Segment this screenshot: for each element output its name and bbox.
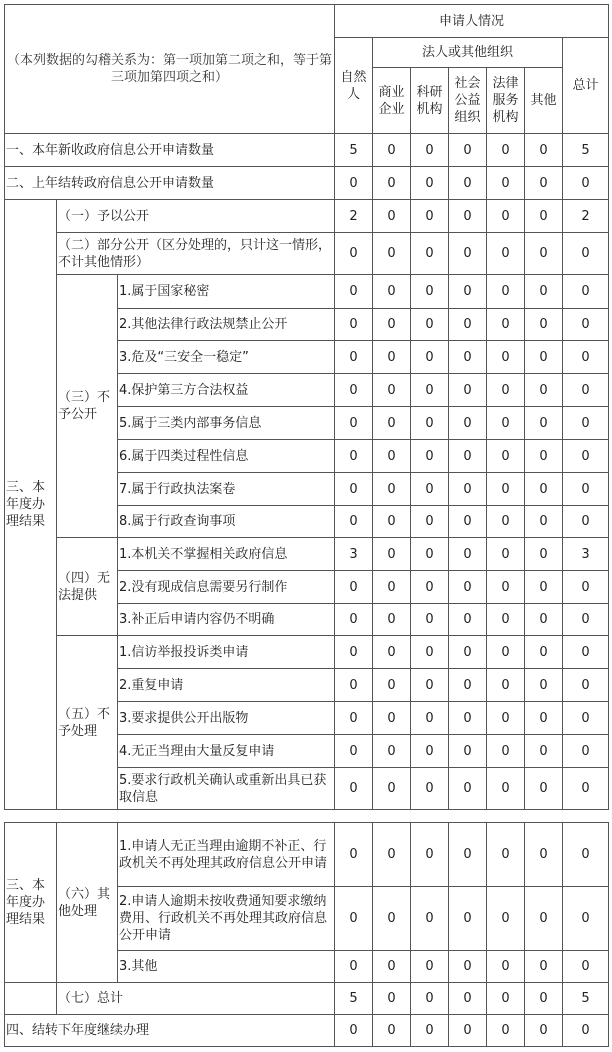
value-cell: 0: [335, 702, 373, 735]
value-cell: 5: [335, 983, 373, 1015]
value-cell: 0: [449, 951, 487, 983]
row-label-results: 三、本年度办理结果: [5, 200, 57, 810]
value-cell: 0: [335, 233, 373, 275]
value-cell: 0: [525, 823, 563, 887]
legal-service-header: 法律服务机构: [487, 68, 525, 134]
value-cell: 0: [563, 341, 609, 374]
item-label: 6.属于四类过程性信息: [118, 440, 335, 473]
value-cell: 0: [525, 407, 563, 440]
value-cell: 0: [411, 506, 449, 538]
value-cell: 0: [411, 1015, 449, 1047]
table-row: [5, 538, 609, 571]
value-cell: 0: [487, 951, 525, 983]
value-cell: 0: [563, 275, 609, 309]
value-cell: 0: [487, 506, 525, 538]
value-cell: 0: [487, 636, 525, 669]
value-cell: 0: [373, 735, 411, 768]
value-cell: 0: [525, 768, 563, 810]
value-cell: 0: [411, 636, 449, 669]
value-cell: 0: [487, 604, 525, 636]
value-cell: 0: [411, 538, 449, 571]
value-cell: 0: [373, 669, 411, 702]
value-cell: 0: [563, 768, 609, 810]
value-cell: 0: [335, 669, 373, 702]
item-label: 3.危及“三安全一稳定”: [118, 341, 335, 374]
value-cell: 0: [525, 1015, 563, 1047]
value-cell: 0: [525, 669, 563, 702]
value-cell: 0: [487, 275, 525, 309]
value-cell: 0: [373, 538, 411, 571]
value-cell: 0: [449, 735, 487, 768]
value-cell: 0: [487, 374, 525, 407]
value-cell: 0: [373, 951, 411, 983]
value-cell: 0: [411, 823, 449, 887]
value-cell: 0: [563, 951, 609, 983]
item-label: 2.重复申请: [118, 669, 335, 702]
value-cell: 0: [487, 200, 525, 233]
value-cell: 0: [411, 167, 449, 200]
row-label-carried: 二、上年结转政府信息公开申请数量: [5, 167, 335, 200]
value-cell: 0: [487, 735, 525, 768]
value-cell: 0: [449, 407, 487, 440]
value-cell: 0: [487, 473, 525, 506]
value-cell: 0: [373, 768, 411, 810]
item-label: 5.属于三类内部事务信息: [118, 407, 335, 440]
value-cell: 0: [525, 951, 563, 983]
value-cell: 0: [563, 636, 609, 669]
value-cell: 0: [373, 167, 411, 200]
value-cell: 3: [563, 538, 609, 571]
item-label: 4.无正当理由大量反复申请: [118, 735, 335, 768]
value-cell: 0: [525, 309, 563, 341]
value-cell: 3: [335, 538, 373, 571]
table-row: [5, 636, 609, 669]
value-cell: 0: [335, 604, 373, 636]
value-cell: 0: [335, 407, 373, 440]
value-cell: 0: [373, 233, 411, 275]
value-cell: 0: [411, 571, 449, 604]
item-label: 3.补正后申请内容仍不明确: [118, 604, 335, 636]
value-cell: 0: [449, 1015, 487, 1047]
value-cell: 0: [449, 134, 487, 167]
value-cell: 0: [373, 309, 411, 341]
value-cell: 0: [563, 407, 609, 440]
value-cell: 0: [525, 887, 563, 951]
value-cell: 0: [487, 983, 525, 1015]
value-cell: 0: [373, 887, 411, 951]
value-cell: 0: [335, 309, 373, 341]
value-cell: 0: [525, 604, 563, 636]
value-cell: 0: [373, 1015, 411, 1047]
value-cell: 0: [411, 983, 449, 1015]
table-row: [5, 167, 609, 200]
value-cell: 0: [335, 735, 373, 768]
value-cell: 0: [487, 134, 525, 167]
item-label: 8.属于行政查询事项: [118, 506, 335, 538]
value-cell: 0: [525, 506, 563, 538]
value-cell: 0: [411, 951, 449, 983]
value-cell: 0: [563, 473, 609, 506]
value-cell: 0: [449, 823, 487, 887]
value-cell: 0: [411, 887, 449, 951]
value-cell: 0: [449, 309, 487, 341]
value-cell: 0: [563, 702, 609, 735]
value-cell: 0: [335, 374, 373, 407]
value-cell: 0: [563, 669, 609, 702]
value-cell: 0: [411, 200, 449, 233]
value-cell: 0: [487, 538, 525, 571]
value-cell: 0: [449, 506, 487, 538]
value-cell: 0: [373, 200, 411, 233]
value-cell: 0: [449, 983, 487, 1015]
disclosure-table-continued: [4, 822, 609, 1047]
value-cell: 0: [525, 275, 563, 309]
value-cell: 0: [449, 571, 487, 604]
item-label: 1.申请人无正当理由逾期不补正、行政机关不再处理其政府信息公开申请: [118, 823, 335, 887]
value-cell: 0: [449, 636, 487, 669]
value-cell: 0: [373, 983, 411, 1015]
item-label: 2.其他法律行政法规禁止公开: [118, 309, 335, 341]
value-cell: 0: [335, 506, 373, 538]
value-cell: 0: [487, 440, 525, 473]
value-cell: 0: [335, 768, 373, 810]
table-row: [5, 983, 609, 1015]
item-label: 1.属于国家秘密: [118, 275, 335, 309]
value-cell: 0: [563, 1015, 609, 1047]
value-cell: 0: [411, 233, 449, 275]
item-label: 1.信访举报投诉类申请: [118, 636, 335, 669]
value-cell: 0: [335, 636, 373, 669]
item-label: 5.要求行政机关确认或重新出具已获取信息: [118, 768, 335, 810]
value-cell: 0: [335, 1015, 373, 1047]
value-cell: 0: [487, 309, 525, 341]
value-cell: 0: [335, 440, 373, 473]
value-cell: 0: [449, 440, 487, 473]
value-cell: 0: [411, 341, 449, 374]
value-cell: 0: [525, 200, 563, 233]
value-cell: 0: [411, 440, 449, 473]
value-cell: 0: [525, 983, 563, 1015]
value-cell: 5: [563, 983, 609, 1015]
value-cell: 0: [487, 768, 525, 810]
value-cell: 0: [525, 341, 563, 374]
value-cell: 0: [449, 473, 487, 506]
value-cell: 0: [335, 951, 373, 983]
value-cell: 0: [525, 134, 563, 167]
value-cell: 0: [335, 473, 373, 506]
row-label-new: 一、本年新收政府信息公开申请数量: [5, 134, 335, 167]
value-cell: 2: [335, 200, 373, 233]
value-cell: 0: [373, 374, 411, 407]
value-cell: 0: [411, 702, 449, 735]
value-cell: 0: [487, 167, 525, 200]
value-cell: 0: [525, 473, 563, 506]
value-cell: 0: [525, 440, 563, 473]
item-label: 4.保护第三方合法权益: [118, 374, 335, 407]
value-cell: 0: [373, 440, 411, 473]
value-cell: 0: [525, 702, 563, 735]
value-cell: 0: [411, 735, 449, 768]
value-cell: 0: [525, 233, 563, 275]
commercial-header: 商业企业: [373, 68, 411, 134]
value-cell: 0: [373, 702, 411, 735]
row-label-total: （七）总计: [57, 983, 335, 1015]
value-cell: 0: [373, 506, 411, 538]
value-cell: 0: [525, 538, 563, 571]
row-label-results: 三、本年度办理结果: [5, 823, 57, 983]
blank-cell: [5, 983, 57, 1015]
value-cell: 0: [449, 768, 487, 810]
value-cell: 0: [563, 506, 609, 538]
value-cell: 0: [449, 275, 487, 309]
value-cell: 0: [487, 823, 525, 887]
value-cell: 2: [563, 200, 609, 233]
value-cell: 0: [411, 669, 449, 702]
value-cell: 0: [449, 669, 487, 702]
value-cell: 0: [373, 407, 411, 440]
value-cell: 0: [563, 309, 609, 341]
value-cell: 0: [373, 473, 411, 506]
value-cell: 0: [525, 571, 563, 604]
value-cell: 0: [411, 473, 449, 506]
value-cell: 0: [449, 538, 487, 571]
value-cell: 0: [449, 167, 487, 200]
value-cell: 0: [487, 1015, 525, 1047]
column-note: （本列数据的勾稽关系为：第一项加第二项之和，等于第三项加第四项之和）: [5, 5, 335, 134]
value-cell: 0: [335, 167, 373, 200]
value-cell: 0: [373, 823, 411, 887]
value-cell: 0: [487, 341, 525, 374]
disclosure-table: [4, 4, 609, 810]
item-label: 2.申请人逾期未按收费通知要求缴纳费用、行政机关不再处理其政府信息公开申请: [118, 887, 335, 951]
table-row: [5, 200, 609, 233]
table-row: [5, 233, 609, 275]
value-cell: 5: [563, 134, 609, 167]
table-row: [5, 275, 609, 309]
research-header: 科研机构: [411, 68, 449, 134]
value-cell: 0: [373, 134, 411, 167]
value-cell: 0: [563, 233, 609, 275]
value-cell: 0: [525, 374, 563, 407]
table-row: [5, 1015, 609, 1047]
value-cell: 5: [335, 134, 373, 167]
value-cell: 0: [563, 440, 609, 473]
value-cell: 0: [373, 571, 411, 604]
value-cell: 0: [487, 669, 525, 702]
natural-person-header: 自然人: [335, 38, 373, 134]
value-cell: 0: [525, 167, 563, 200]
row-label-disclosed: （一）予以公开: [57, 200, 335, 233]
value-cell: 0: [449, 374, 487, 407]
social-header: 社会公益组织: [449, 68, 487, 134]
item-label: 2.没有现成信息需要另行制作: [118, 571, 335, 604]
value-cell: 0: [563, 374, 609, 407]
value-cell: 0: [373, 604, 411, 636]
legal-group-header: 法人或其他组织: [373, 38, 563, 68]
value-cell: 0: [449, 887, 487, 951]
row-label-partial: （二）部分公开（区分处理的，只计这一情形，不计其他情形）: [57, 233, 335, 275]
value-cell: 0: [335, 341, 373, 374]
value-cell: 0: [449, 233, 487, 275]
value-cell: 0: [411, 604, 449, 636]
value-cell: 0: [487, 571, 525, 604]
value-cell: 0: [335, 571, 373, 604]
value-cell: 0: [563, 167, 609, 200]
value-cell: 0: [373, 636, 411, 669]
value-cell: 0: [487, 407, 525, 440]
value-cell: 0: [373, 341, 411, 374]
value-cell: 0: [411, 134, 449, 167]
group-label-not-processed: （五）不予处理: [57, 636, 118, 810]
applicant-header: 申请人情况: [335, 5, 609, 38]
table-row: [5, 134, 609, 167]
row-label-next-year: 四、结转下年度继续办理: [5, 1015, 335, 1047]
item-label: 1.本机关不掌握相关政府信息: [118, 538, 335, 571]
item-label: 3.其他: [118, 951, 335, 983]
table-row: [5, 823, 609, 887]
value-cell: 0: [449, 341, 487, 374]
value-cell: 0: [487, 702, 525, 735]
value-cell: 0: [411, 407, 449, 440]
value-cell: 0: [411, 275, 449, 309]
value-cell: 0: [563, 823, 609, 887]
value-cell: 0: [449, 604, 487, 636]
value-cell: 0: [563, 735, 609, 768]
value-cell: 0: [449, 702, 487, 735]
value-cell: 0: [373, 275, 411, 309]
value-cell: 0: [525, 636, 563, 669]
value-cell: 0: [487, 887, 525, 951]
value-cell: 0: [411, 768, 449, 810]
value-cell: 0: [563, 604, 609, 636]
total-header: 总计: [563, 38, 609, 134]
value-cell: 0: [525, 735, 563, 768]
value-cell: 0: [335, 887, 373, 951]
other-header: 其他: [525, 68, 563, 134]
item-label: 3.要求提供公开出版物: [118, 702, 335, 735]
value-cell: 0: [563, 571, 609, 604]
value-cell: 0: [335, 275, 373, 309]
value-cell: 0: [411, 309, 449, 341]
value-cell: 0: [487, 233, 525, 275]
group-label-not-disclosed: （三）不予公开: [57, 275, 118, 538]
value-cell: 0: [563, 887, 609, 951]
value-cell: 0: [449, 200, 487, 233]
group-label-other-handling: （六）其他处理: [57, 823, 118, 983]
value-cell: 0: [411, 374, 449, 407]
value-cell: 0: [335, 823, 373, 887]
item-label: 7.属于行政执法案卷: [118, 473, 335, 506]
group-label-cannot-provide: （四）无法提供: [57, 538, 118, 636]
